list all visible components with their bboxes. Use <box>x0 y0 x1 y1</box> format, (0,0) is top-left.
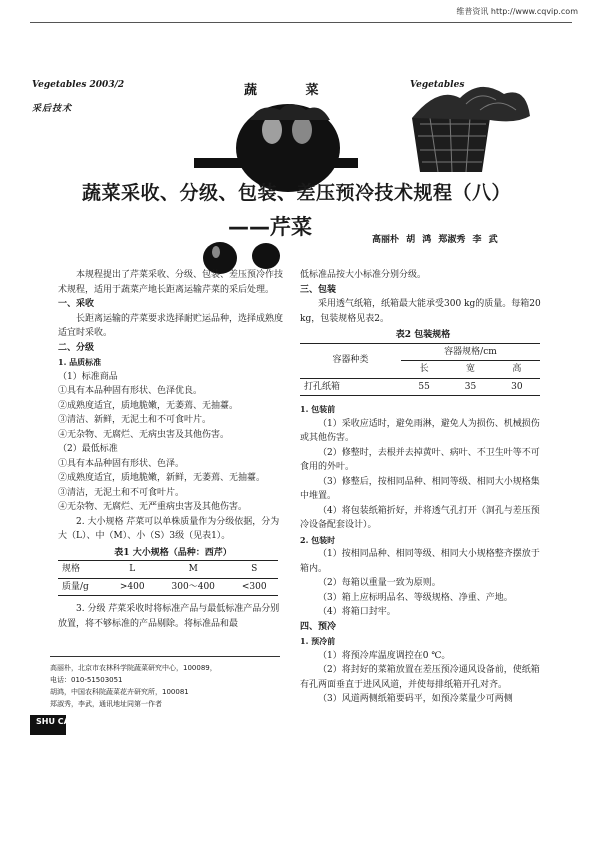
masthead-center: 蔬 菜 <box>244 83 341 98</box>
packaging-paragraph: 采用透气纸箱，纸箱最大能承受300 kg的质量。每箱20 kg，包装规格见表2。 <box>300 299 541 324</box>
table-cell: <300 <box>241 581 267 592</box>
heading-before-packing: 1. 包装前 <box>300 404 336 414</box>
list-item: （2）将封好的菜箱放置在差压预冷通风设备前，使纸箱有孔两面垂直于进风风道，并使每排纸箱开孔对齐。 <box>300 665 540 690</box>
list-item: （2）修整时，去根并去掉黄叶、病叶、不卫生叶等不可食用的外叶。 <box>300 447 540 472</box>
table1 <box>58 560 278 596</box>
carrot-basket-illustration <box>412 87 530 172</box>
table-cell: S <box>251 564 258 574</box>
continuation-paragraph: 低标准品按大小标准分别分级。 <box>300 270 427 280</box>
table-cell: 打孔纸箱 <box>304 381 341 392</box>
list-item: （1）按相同品种、相同等级、相同大小规格整齐摆放于箱内。 <box>300 549 540 574</box>
list-item: ②成熟度适宜，质地脆嫩，无萎蔫、无抽薹。 <box>58 400 239 411</box>
heading-packaging: 三、包装 <box>300 284 337 295</box>
list-item: ④无杂物、无腐烂、无严重病虫害及其他伤害。 <box>58 502 248 512</box>
watermark: 维普资讯 http://www.cqvip.com <box>456 7 578 16</box>
heading-minimum: （2）最低标准 <box>58 444 118 454</box>
list-item: （1）采收应适时，避免雨淋，避免人为损伤、机械损伤或其他伤害。 <box>300 418 540 443</box>
list-item: （4）将包装纸箱折好，并将透气孔打开（洞孔与差压预冷设备配套设计）。 <box>300 505 540 530</box>
list-item: （3）风道两侧纸箱要码平，如预冷菜量少可两侧 <box>318 694 513 704</box>
heading-before-precooling: 1. 预冷前 <box>300 636 336 646</box>
table-cell: 长 <box>419 364 429 374</box>
table-cell: 300～400 <box>171 581 215 592</box>
table-cell: 容器种类 <box>300 343 401 378</box>
table2 <box>300 343 540 397</box>
table2-caption: 表2 包装规格 <box>395 330 451 340</box>
footnote <box>50 662 217 710</box>
page-tab-label: SHU CAI <box>36 717 73 726</box>
harvest-paragraph: 长距离运输的芹菜要求选择耐贮运品种，选择成熟度适宜时采收。 <box>58 313 284 338</box>
list-item: （2）每箱以重量一致为原则。 <box>318 578 441 588</box>
table-cell: 35 <box>464 381 477 392</box>
list-item: ②成熟度适宜，质地脆嫩，新鲜，无萎蔫、无抽薹。 <box>58 473 266 483</box>
section-tag: 采后技术 <box>32 104 73 114</box>
list-item: （3）箱上应标明品名、等级规格、净重、产地。 <box>318 592 513 603</box>
header-rule <box>30 22 572 23</box>
footnote-line: 郑淑秀，李武，通讯地址同第一作者 <box>50 700 162 708</box>
heading-standard: （1）标准商品 <box>58 371 118 382</box>
list-item: ③清洁，无泥土和不可食叶片。 <box>58 487 185 498</box>
footnote-line: 电话：010-51503051 <box>50 676 123 684</box>
list-item: （1）将预冷库温度调控在0 ℃。 <box>318 650 451 661</box>
footnote-rule <box>50 656 280 657</box>
heading-during-packing: 2. 包装时 <box>300 534 336 545</box>
heading-harvest: 一、采收 <box>58 299 95 309</box>
journal-issue: Vegetables 2003/2 <box>32 80 125 90</box>
table-cell: M <box>188 564 198 574</box>
left-column <box>58 268 288 631</box>
list-item: （3）修整后，按相同品种、相同等级、相同大小规格集中堆置。 <box>300 476 540 501</box>
footnote-line: 胡鸿，中国农科院蔬菜花卉研究所，100081 <box>50 688 189 696</box>
list-item: ①具有本品种固有形状、色泽。 <box>58 458 185 469</box>
heading-grading: 二、分级 <box>58 342 95 353</box>
list-item: ①具有本品种固有形状、色泽优良。 <box>58 386 203 396</box>
article-title: 蔬菜采收、分级、包装、差压预冷技术规程（八） <box>82 182 512 204</box>
list-item: ③清洁、新鲜，无泥土和不可食叶片。 <box>58 415 212 425</box>
table-cell: 容器规格/cm <box>401 343 540 361</box>
table-cell: 宽 <box>465 364 475 374</box>
grading-paragraph: 3. 分级 芹菜采收时将标准产品与最低标准产品分别放置，将不够标准的产品剔除。将标准品和最 <box>58 604 280 629</box>
list-item: （4）将箱口封牢。 <box>318 607 396 617</box>
table-cell: 高 <box>512 364 522 374</box>
authors: 高丽朴 胡 鸿 郑淑秀 李 武 <box>372 235 498 245</box>
article-subtitle: ——芹菜 <box>228 215 312 239</box>
table-cell: 30 <box>511 381 523 392</box>
table-cell: >400 <box>119 581 145 592</box>
intro-paragraph: 本规程提出了芹菜采收、分级、包装、差压预冷作技术规程，适用于蔬菜产地长距离运输芹菜的采后处理。 <box>58 270 284 295</box>
table-cell: 质量/g <box>62 581 89 592</box>
heading-quality: 1. 品质标准 <box>58 357 102 367</box>
list-item: ④无杂物、无腐烂、无病虫害及其他伤害。 <box>58 429 230 440</box>
masthead-right: Vegetables <box>410 80 465 90</box>
size-paragraph: 2. 大小规格 芹菜可以单株质量作为分级依据，分为大（L）、中（M）、小（S）3级（见表1）。 <box>58 516 280 541</box>
table-cell: 规格 <box>62 564 81 574</box>
heading-precooling: 四、预冷 <box>300 621 337 632</box>
table1-caption: 表1 大小规格（品种：西芹） <box>114 547 232 558</box>
table-cell: L <box>129 564 136 574</box>
table-cell: 55 <box>418 381 430 392</box>
right-column <box>300 268 546 707</box>
footnote-line: 高丽朴，北京市农林科学院蔬菜研究中心，100089， <box>50 664 217 672</box>
